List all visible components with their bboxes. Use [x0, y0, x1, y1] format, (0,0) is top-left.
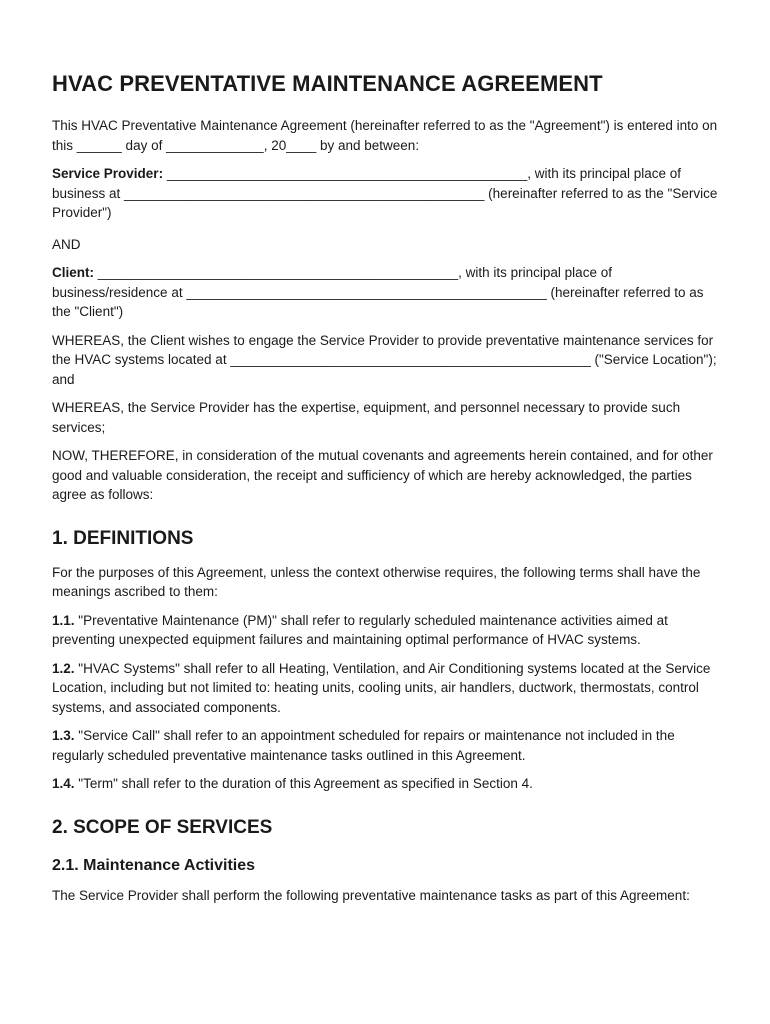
and-text: AND	[52, 236, 81, 252]
definition-item	[52, 611, 720, 650]
section-2-1-text: The Service Provider shall perform the following preventative maintenance tasks as part of this Agreement:	[52, 887, 690, 903]
definition-text: "Preventative Maintenance (PM)" shall refer to regularly scheduled maintenance activities aimed at preventing unexpected equipment failures and maintaining optimal performance of HVAC systems.	[52, 612, 668, 647]
definition-number: 1.4.	[52, 776, 75, 791]
definition-number: 1.2.	[52, 660, 75, 676]
definition-text: "Service Call" shall refer to an appointment scheduled for repairs or maintenance not included in the regularly scheduled preventative maintenance tasks outlined in this Agreement.	[52, 728, 675, 763]
definition-item	[52, 659, 720, 718]
definition-text: "Term" shall refer to the duration of this Agreement as specified in Section 4.	[74, 776, 533, 791]
client-text: ________________________________________________, with its principal place of business/residence at ________________________________________________ (hereinafter referred to as the "Client")	[52, 265, 704, 319]
service-provider-text: ________________________________________________, with its principal place of business at ________________________________________________ (hereinafter referred to as the "Service Provider")	[52, 166, 718, 220]
document-title: HVAC PREVENTATIVE MAINTENANCE AGREEMENT	[52, 71, 603, 96]
whereas-paragraph-1: WHEREAS, the Client wishes to engage the Service Provider to provide preventative maintenance services for the HVAC systems located at ________________________________________________ ("Service Location"); and	[52, 332, 717, 387]
definition-item	[52, 726, 720, 765]
section-2-heading: 2. SCOPE OF SERVICES	[52, 816, 273, 838]
whereas-paragraph-2: WHEREAS, the Service Provider has the expertise, equipment, and personnel necessary to provide such services;	[52, 400, 681, 435]
service-provider-label: Service Provider:	[52, 166, 164, 181]
client-label: Client:	[52, 265, 94, 280]
document-page	[52, 70, 720, 914]
definition-text: "HVAC Systems" shall refer to all Heating, Ventilation, and Air Conditioning systems located at the Service Location, including but not limited to: heating units, cooling units, air handlers, ductwork, thermostats, control systems, and associated components.	[52, 660, 711, 715]
section-1-intro: For the purposes of this Agreement, unless the context otherwise requires, the following terms shall have the meanings ascribed to them:	[52, 564, 701, 599]
section-1-heading: 1. DEFINITIONS	[52, 527, 194, 549]
definition-item	[52, 774, 720, 794]
intro-paragraph: This HVAC Preventative Maintenance Agreement (hereinafter referred to as the "Agreement") is entered into on this ______ day of _____________, 20____ by and between:	[52, 118, 718, 153]
section-2-1-heading: 2.1. Maintenance Activities	[52, 856, 256, 874]
definition-number: 1.3.	[52, 728, 75, 743]
service-provider-paragraph	[52, 164, 720, 223]
now-therefore-paragraph: NOW, THEREFORE, in consideration of the mutual covenants and agreements herein contained, and for other good and valuable consideration, the receipt and sufficiency of which are hereby acknowledged, the parties agree as follows:	[52, 448, 713, 502]
client-paragraph	[52, 263, 720, 322]
definition-number: 1.1.	[52, 612, 75, 628]
